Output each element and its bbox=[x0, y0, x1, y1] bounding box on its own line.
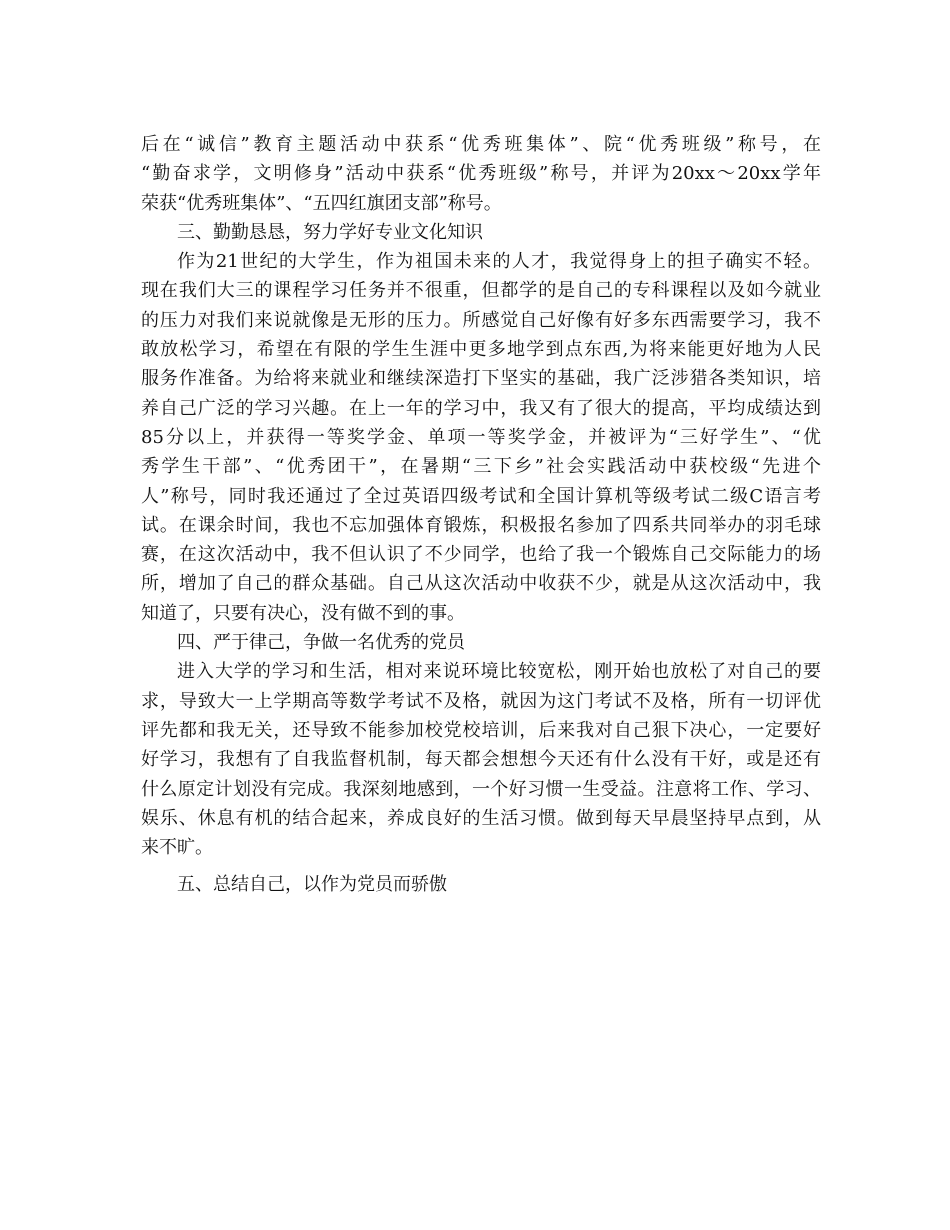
paragraph-line: 什么原定计划没有完成。我深刻地感到，一个好习惯一生受益。注意将工作、学习、 bbox=[141, 778, 821, 800]
paragraph-line: 知道了，只要有决心，没有做不到的事。 bbox=[141, 602, 465, 624]
section-heading: 四、严于律己，争做一名优秀的党员 bbox=[177, 632, 465, 654]
paragraph-line: 赛，在这次活动中，我不但认识了不少同学，也给了我一个锻炼自己交际能力的场 bbox=[141, 544, 821, 566]
paragraph-line: 后在“诚信”教育主题活动中获系“优秀班集体”、院“优秀班级”称号，在 bbox=[141, 134, 821, 155]
paragraph-line: 试。在课余时间，我也不忘加强体育锻炼，积极报名参加了四系共同举办的羽毛球 bbox=[141, 514, 821, 536]
section-heading: 五、总结自己，以作为党员而骄傲 bbox=[177, 874, 447, 896]
paragraph-line: 荣获“优秀班集体”、“五四红旗团支部”称号。 bbox=[141, 192, 502, 214]
paragraph-line: 养自己广泛的学习兴趣。在上一年的学习中，我又有了很大的提高，平均成绩达到 bbox=[141, 397, 821, 419]
document-body bbox=[141, 130, 821, 900]
paragraph-line: 评先都和我无关，还导致不能参加校党校培训，后来我对自己狠下决心，一定要好 bbox=[141, 719, 821, 741]
paragraph-line: 所，增加了自己的群众基础。自己从这次活动中收获不少，就是从这次活动中，我 bbox=[141, 573, 821, 595]
paragraph-line: 敢放松学习，希望在有限的学生生涯中更多地学到点东西,为将来能更好地为人民 bbox=[141, 339, 821, 361]
paragraph-line: 的压力对我们来说就像是无形的压力。所感觉自己好像有好多东西需要学习，我不 bbox=[141, 309, 821, 331]
paragraph-line: 人”称号，同时我还通过了全过英语四级考试和全国计算机等级考试二级C语言考 bbox=[141, 485, 821, 507]
paragraph-line: 娱乐、休息有机的结合起来，养成良好的生活习惯。做到每天早晨坚持早点到，从 bbox=[141, 807, 821, 829]
paragraph-line: 秀学生干部”、“优秀团干”，在暑期“三下乡”社会实践活动中获校级“先进个 bbox=[141, 456, 821, 478]
paragraph-line: 85分以上，并获得一等奖学金、单项一等奖学金，并被评为“三好学生”、“优 bbox=[141, 426, 821, 448]
paragraph-line: 服务作准备。为给将来就业和继续深造打下坚实的基础，我广泛涉猎各类知识，培 bbox=[141, 368, 821, 390]
paragraph-line: 进入大学的学习和生活，相对来说环境比较宽松，刚开始也放松了对自己的要 bbox=[177, 661, 821, 683]
paragraph-line: 来不旷。 bbox=[141, 837, 213, 859]
paragraph-line: 求，导致大一上学期高等数学考试不及格，就因为这门考试不及格，所有一切评优 bbox=[141, 690, 821, 712]
paragraph-line: 作为21世纪的大学生，作为祖国未来的人才，我觉得身上的担子确实不轻。 bbox=[177, 251, 821, 273]
section-heading: 三、勤勤恳恳，努力学好专业文化知识 bbox=[177, 221, 483, 243]
paragraph-line: 好学习，我想有了自我监督机制，每天都会想想今天还有什么没有干好，或是还有 bbox=[141, 749, 821, 771]
paragraph-line: 现在我们大三的课程学习任务并不很重，但都学的是自己的专科课程以及如今就业 bbox=[141, 280, 821, 302]
paragraph-line: “勤奋求学，文明修身”活动中获系“优秀班级”称号，并评为20xx～20xx学年 bbox=[141, 163, 821, 185]
